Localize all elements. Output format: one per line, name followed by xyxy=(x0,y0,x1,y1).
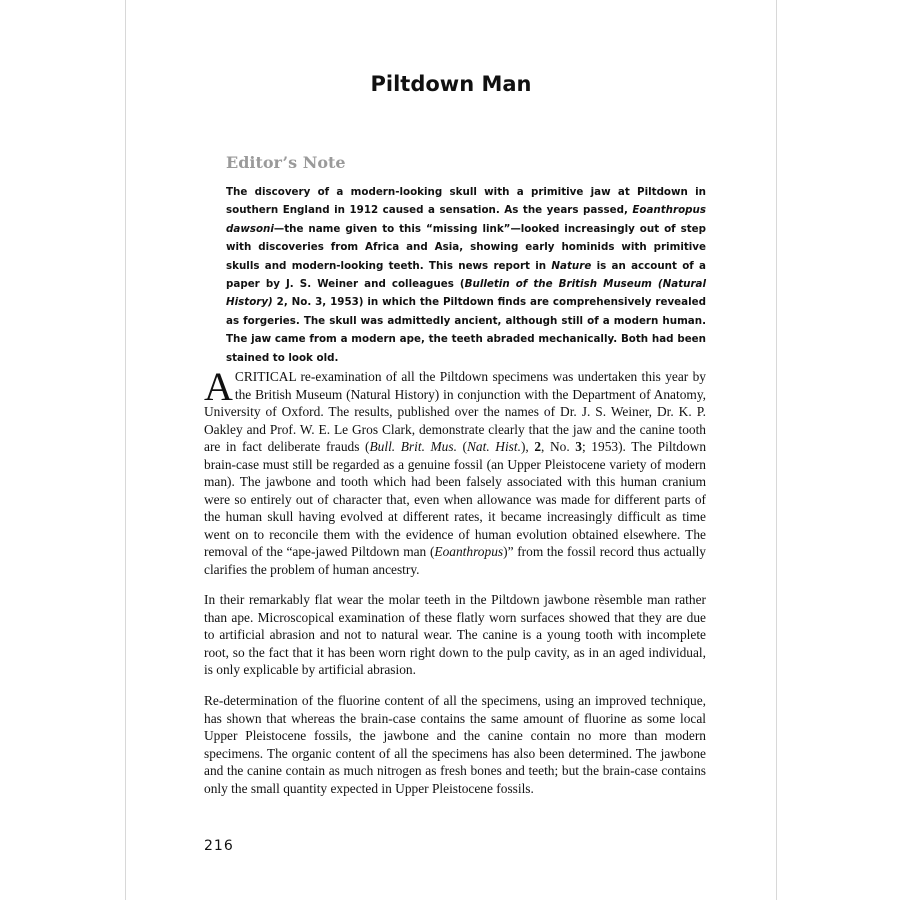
paragraph-text: CRITICAL re-examination of all the Piltdown specimens was undertaken this year by the British Museum (Natural History) in conjunction with the Department of Anatomy, University of Oxford. The results, published over the names of Dr. J. S. Weiner, Dr. K. P. Oakley and Prof. W. E. Le Gros Clark, demonstrate clearly that the jaw and the canine tooth are in fact deliberate frauds ( xyxy=(204,369,706,454)
editors-note-species-name: Eoanthropus dawsoni xyxy=(226,204,706,235)
paragraph-text: )” from the fossil record thus actually clarifies the problem of human ancestry. xyxy=(204,544,706,577)
book-page xyxy=(125,0,777,900)
paragraph-text: , No. xyxy=(541,439,576,454)
editors-note-journal-name: Nature xyxy=(551,259,592,272)
citation-volume: 2 xyxy=(534,439,542,454)
paragraph-text: ; 1953). The Piltdown brain-case must still be regarded as a genuine fossil (an Upper Pleistocene variety of modern man). The jawbone and tooth which had been falsely associated with this human cranium were so entirely out of character that, even when allowance was made for different parts of the human skull having evolved at different rates, it became increasingly difficult as time went on to reconcile them with the evidence of human evolution obtained elsewhere. The removal of the “ape-jawed Piltdown man ( xyxy=(204,439,707,559)
editors-note-text-segment: is an account of a paper by J. S. Weiner and colleagues ( xyxy=(226,259,706,291)
article-paragraph: In their remarkably flat wear the molar teeth in the Piltdown jawbone rèsemble man rather than ape. Microscopical examination of these flatly worn surfaces showed that they are due to artificial abrasion and not to natural wear. The canine is a young tooth with incomplete root, so the fact that it has been worn right down to the pulp cavity, as in an aged individual, is only explicable by artificial abrasion. xyxy=(204,592,706,677)
editors-note-text xyxy=(226,183,706,367)
citation-number: 3 xyxy=(575,439,582,454)
article-paragraph xyxy=(204,364,707,578)
article-paragraph: Re-determination of the fluorine content of all the specimens, using an improved technique, has shown that whereas the brain-case contains the same amount of fluorine as some local Upper Pleistocene fossils, the jawbone and the canine contain no more than modern specimens. The organic content of all the specimens has also been determined. The jawbone and the canine contain as much nitrogen as fresh bones and teeth; but the brain-case contains only the small quantity expected in Upper Pleistocene fossils. xyxy=(204,693,706,796)
page-number: 216 xyxy=(204,838,234,854)
editors-note-heading: Editor’s Note xyxy=(226,153,346,172)
editors-note-bulletin-name: Bulletin of the British Museum (Natural History) xyxy=(226,278,707,309)
editors-note-text-segment: —the name given to this “missing link”—looked increasingly out of step with discoveries from Africa and Asia, showing early hominids with primitive skulls and modern-looking teeth. This news report in xyxy=(226,222,706,272)
editors-note-text-segment: The discovery of a modern-looking skull with a primitive jaw at Piltdown in southern England in 1912 caused a sensation. As the years passed, xyxy=(226,186,706,217)
citation-journal: Bull. Brit. Mus. xyxy=(369,439,457,454)
page-title: Piltdown Man xyxy=(370,72,532,96)
citation-series: Nat. Hist. xyxy=(466,439,521,454)
editors-note-text-segment: 2, No. 3, 1953) in which the Piltdown finds are comprehensively revealed as forgeries. The skull was admittedly ancient, although still of a modern human. The jaw came from a modern ape, the teeth abraded mechanically. Both had been stained to look old. xyxy=(226,296,706,364)
paragraph-text: ( xyxy=(456,439,467,454)
paragraph-text: ), xyxy=(520,439,535,454)
species-name: Eoanthropus xyxy=(434,544,504,559)
drop-cap: A xyxy=(204,364,233,409)
